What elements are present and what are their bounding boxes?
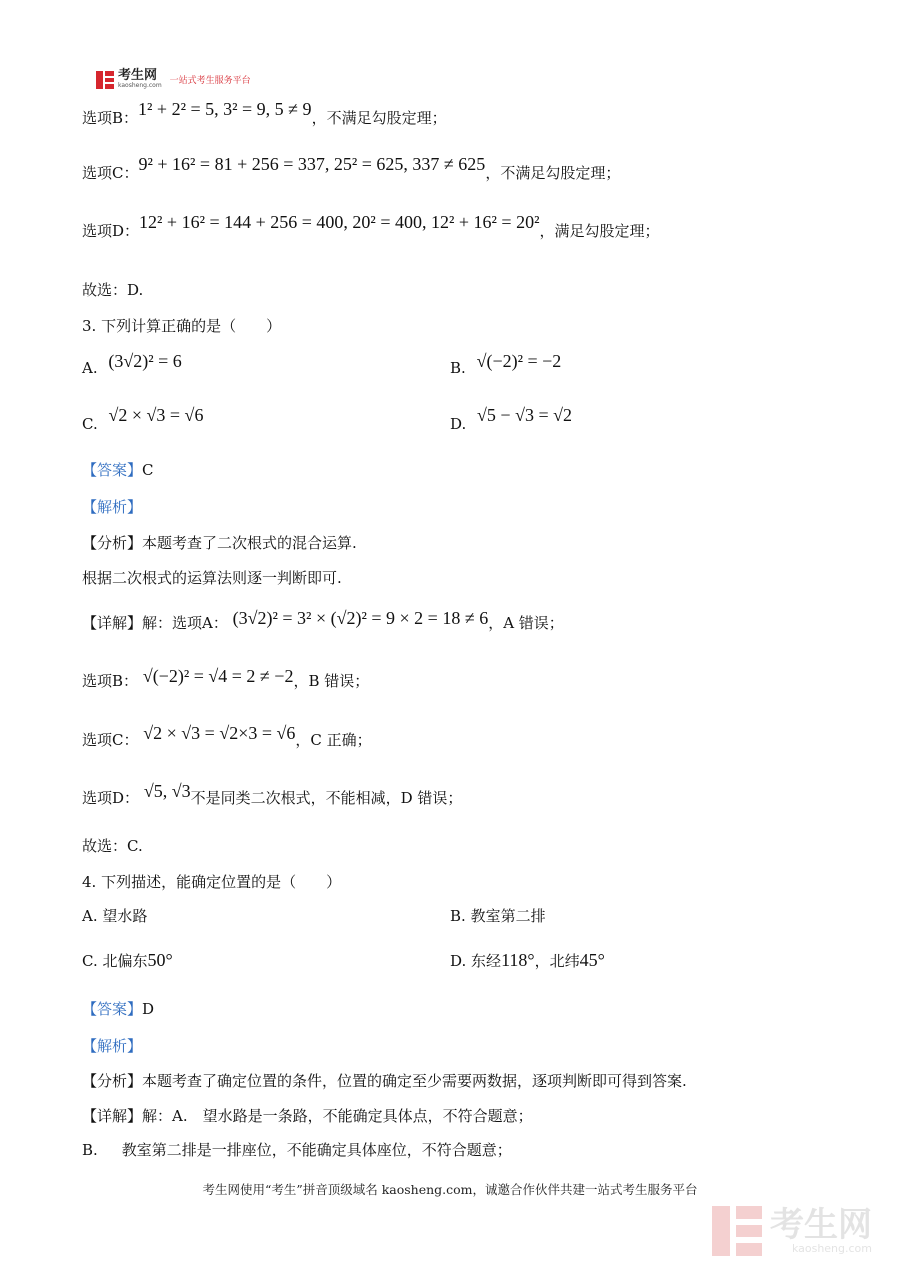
prev-option-b: 选项B：1² + 2² = 5, 3² = 9, 5 ≠ 9，不满足勾股定理；	[82, 99, 447, 127]
q3-option-b: B. √(−2)² = −2	[450, 351, 562, 377]
q3-option-a: A. (3√2)² = 6	[82, 351, 182, 377]
watermark-icon	[712, 1206, 762, 1256]
answer-tag: 【答案】	[82, 461, 143, 479]
q4-analysis-tag: 【解析】	[82, 1037, 143, 1055]
q3-stem: 3. 下列计算正确的是（ ）	[82, 317, 282, 335]
q3-analysis-tag: 【解析】	[82, 498, 143, 516]
q3-conclusion: 故选：C.	[82, 837, 143, 855]
watermark-logo	[712, 1206, 872, 1256]
prev-conclusion: 故选：D.	[82, 281, 144, 299]
q4-option-c: C. 北偏东50°	[82, 950, 173, 970]
prev-option-d: 选项D：12² + 16² = 144 + 256 = 400, 20² = 400, 12² + 16² = 20²，满足勾股定理；	[82, 212, 660, 240]
q4-answer: 【答案】D	[82, 1000, 155, 1018]
logo-domain: kaosheng.com	[118, 82, 162, 89]
q3-method: 根据二次根式的运算法则逐一判断即可.	[82, 569, 342, 587]
q3-detail-b: 选项B： √(−2)² = √4 = 2 ≠ −2，B 错误；	[82, 666, 370, 690]
q3-fenxi: 【分析】本题考查了二次根式的混合运算.	[82, 534, 357, 552]
watermark-domain: kaosheng.com	[791, 1241, 872, 1255]
prev-option-c: 选项C：9² + 16² = 81 + 256 = 337, 25² = 625, 337 ≠ 625，不满足勾股定理；	[82, 154, 621, 182]
q4-option-a: A. 望水路	[82, 907, 148, 925]
header-logo	[96, 70, 251, 89]
logo-slogan: 一站式考生服务平台	[169, 76, 251, 86]
q4-detail-b: B. 教室第二排是一排座位，不能确定具体座位，不符合题意；	[82, 1141, 512, 1159]
q4-fenxi: 【分析】本题考查了确定位置的条件，位置的确定至少需要两数据，逐项判断即可得到答案.	[82, 1072, 687, 1090]
logo-name: 考生网	[118, 68, 158, 83]
logo-icon	[96, 71, 114, 89]
q4-detail-a: 【详解】解：A. 望水路是一条路，不能确定具体点，不符合题意；	[82, 1107, 533, 1125]
q3-detail-a: 【详解】解：选项A： (3√2)² = 3² × (√2)² = 9 × 2 = 18 ≠ 6，A 错误；	[82, 608, 564, 632]
q3-answer: 【答案】C	[82, 461, 154, 479]
q4-option-d: D. 东经118°，北纬45°	[450, 950, 605, 970]
footer-text: 考生网使用“考生”拼音顶级域名 kaosheng.com，诚邀合作伙伴共建一站式考生服务平台	[202, 1182, 698, 1197]
q3-detail-d: 选项D： √5, √3不是同类二次根式，不能相减，D 错误；	[82, 781, 463, 807]
answer-tag: 【答案】	[82, 1000, 143, 1018]
q3-option-c: C. √2 × √3 = √6	[82, 405, 204, 433]
q3-detail-c: 选项C： √2 × √3 = √2×3 = √6，C 正确；	[82, 723, 372, 749]
q4-stem: 4. 下列描述，能确定位置的是（ ）	[82, 873, 342, 891]
q4-option-b: B. 教室第二排	[450, 907, 546, 925]
watermark-name: 考生网	[770, 1204, 872, 1245]
q3-option-d: D. √5 − √3 = √2	[450, 405, 572, 433]
